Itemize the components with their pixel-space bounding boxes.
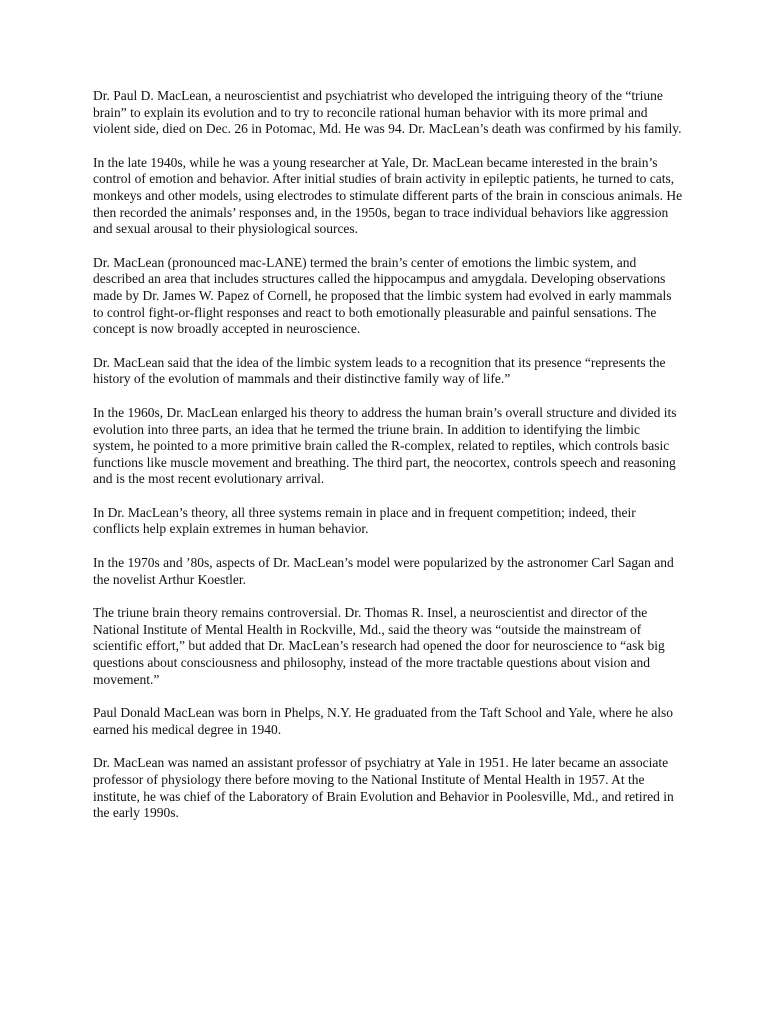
paragraph-10: Dr. MacLean was named an assistant professor of psychiatry at Yale in 1951. He later became an associate professor of physiology there before moving to the National Institute of Mental Health in 1957. At the institute, he was chief of the Laboratory of Brain Evolution and Behavior in Poolesville, Md., and retired in the early 1990s. xyxy=(93,755,674,821)
paragraph-2: In the late 1940s, while he was a young researcher at Yale, Dr. MacLean became interested in the brain’s control of emotion and behavior. After initial studies of brain activity in epileptic patients, he turned to cats, monkeys and other models, using electrodes to stimulate different parts of the brain in conscious animals. He then recorded the animals’ responses and, in the 1950s, began to trace individual behaviors like aggression and sexual arousal to their physiological sources. xyxy=(93,154,683,237)
paragraph-7: In the 1970s and ’80s, aspects of Dr. MacLean’s model were popularized by the astronomer Carl Sagan and the novelist Arthur Koestler. xyxy=(93,555,674,587)
paragraph-6: In Dr. MacLean’s theory, all three systems remain in place and in frequent competition; indeed, their conflicts help explain extremes in human behavior. xyxy=(93,504,636,537)
paragraph-4: Dr. MacLean said that the idea of the limbic system leads to a recognition that its presence “represents the history of the evolution of mammals and their distinctive family way of life.” xyxy=(93,354,666,387)
paragraph-3: Dr. MacLean (pronounced mac-LANE) termed the brain’s center of emotions the limbic system, and described an area that includes structures called the hippocampus and amygdala. Developing observations made by Dr. James W. Papez of Cornell, he proposed that the limbic system had evolved in early mammals to control fight-or-flight responses and react to both emotionally pleasurable and painful sensations. The concept is now broadly accepted in neuroscience. xyxy=(93,254,672,337)
paragraph-8: The triune brain theory remains controversial. Dr. Thomas R. Insel, a neuroscientist and director of the National Institute of Mental Health in Rockville, Md., said the theory was “outside the mainstream of scientific effort,” but added that Dr. MacLean’s research had opened the door for neuroscience to “ask big questions about consciousness and philosophy, instead of the more tractable questions about vision and movement.” xyxy=(93,605,665,687)
paragraph-1: Dr. Paul D. MacLean, a neuroscientist and psychiatrist who developed the intriguing theory of the “triune brain” to explain its evolution and to try to reconcile rational human behavior with its more primal and violent side, died on Dec. 26 in Potomac, Md. He was 94. Dr. MacLean’s death was confirmed by his family. xyxy=(93,88,682,137)
paragraph-9: Paul Donald MacLean was born in Phelps, N.Y. He graduated from the Taft School and Yale, where he also earned his medical degree in 1940. xyxy=(93,705,674,737)
paragraph-5: In the 1960s, Dr. MacLean enlarged his theory to address the human brain’s overall structure and divided its evolution into three parts, an idea that he termed the triune brain. In addition to identifying the limbic system, he pointed to a more primitive brain called the R-complex, related to reptiles, which controls basic functions like muscle movement and breathing. The third part, the neocortex, controls speech and reasoning and is the most recent evolutionary arrival. xyxy=(93,404,677,487)
document-page xyxy=(93,88,683,839)
